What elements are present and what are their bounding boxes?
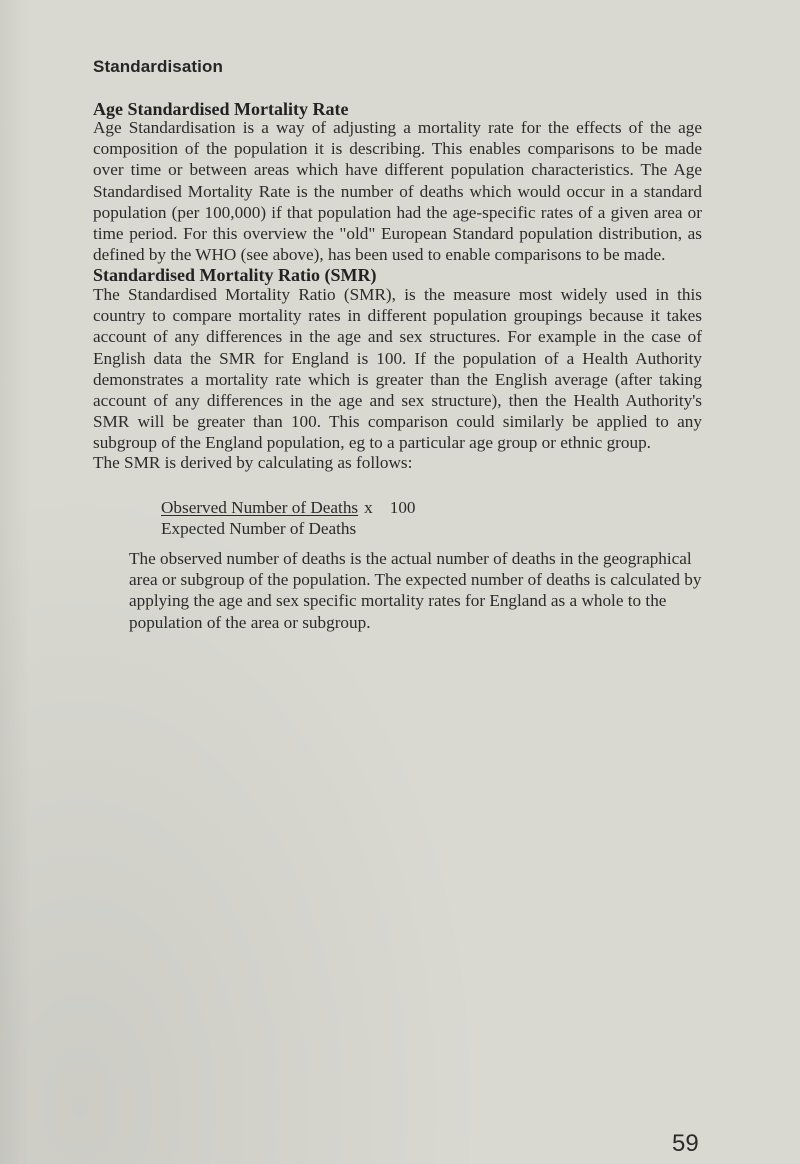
section-title-smr: Standardised Mortality Ratio (SMR) — [93, 265, 377, 285]
page-number: 59 — [672, 1130, 699, 1157]
formula-numerator: Observed Number of Deaths — [161, 498, 359, 517]
page-heading: Standardisation — [93, 57, 223, 76]
smr-derived-intro: The SMR is derived by calculating as follows: — [93, 453, 413, 472]
smr-explanation: The observed number of deaths is the actual number of deaths in the geographical area or subgroup of the population. The expected number of deaths is calculated by applying the age and sex specific mortality rates for England as a whole to the population of the area or subgroup. — [129, 549, 702, 632]
formula-multiplier: 100 — [389, 498, 416, 517]
formula-denominator: Expected Number of Deaths — [161, 519, 357, 538]
formula-operator: x — [364, 498, 373, 517]
section-body-smr: The Standardised Mortality Ratio (SMR), is the measure most widely used in this country to compare mortality rates in different population groupings because it takes account of any differences in the age and sex structures. For example in the case of English data the SMR for England is 100. If the population of a Health Authority demonstrates a mortality rate which is greater than the English average (after taking account of any differences in the age and sex structure), then the Health Authority's SMR will be greater than 100. This comparison could similarly be applied to any subgroup of the England population, eg to a particular age group or ethnic group. — [93, 285, 702, 453]
smr-formula — [161, 497, 416, 539]
section-title-asmr: Age Standardised Mortality Rate — [93, 99, 349, 119]
section-body-asmr: Age Standardisation is a way of adjusting a mortality rate for the effects of the age composition of the population it is describing. This enables comparisons to be made over time or between areas which have different population characteristics. The Age Standardised Mortality Rate is the number of deaths which would occur in a standard population (per 100,000) if that population had the age-specific rates of a given area or time period. For this overview the "old" European Standard population distribution, as defined by the WHO (see above), has been used to enable comparisons to be made. — [93, 118, 702, 265]
